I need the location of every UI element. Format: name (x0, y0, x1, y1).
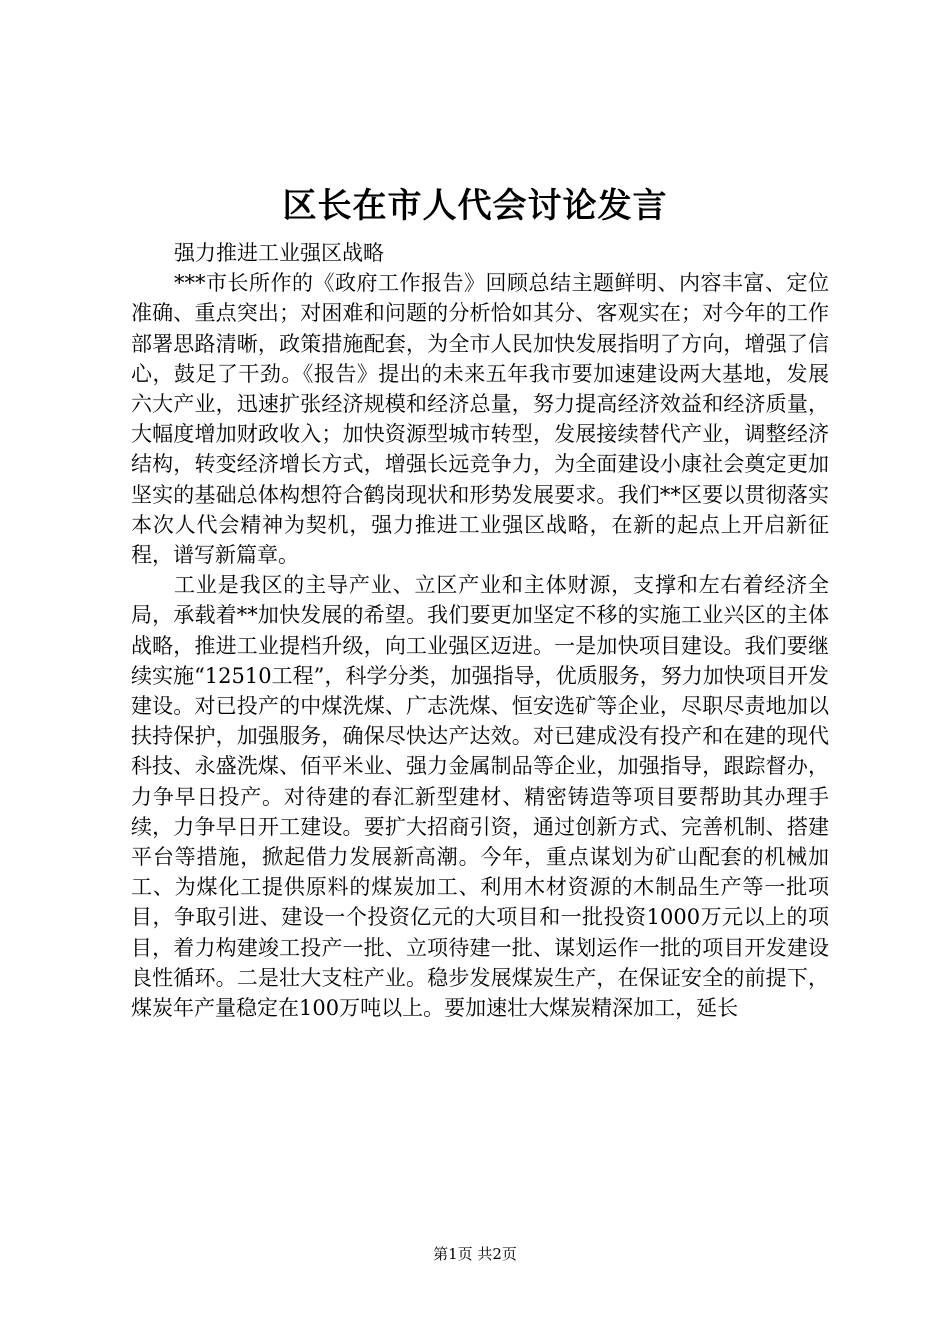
paragraph-1: ***市长所作的《政府工作报告》回顾总结主题鲜明、内容丰富、定位准确、重点突出；对困难和问题的分析恰如其分、客观实在；对今年的工作部署思路清晰，政策措施配套，为全市人民加快发展指明了方向，增强了信心，鼓足了干劲。《报告》提出的未来五年我市要加速建设两大基地，发展六大产业，迅速扩张经济规模和经济总量，努力提高经济效益和经济质量，大幅度增加财政收入；加快资源型城市转型，发展接续替代产业，调整经济结构，转变经济增长方式，增强长远竞争力，为全面建设小康社会奠定更加坚实的基础总体构想符合鹤岗现状和形势发展要求。我们**区要以贯彻落实本次人代会精神为契机，强力推进工业强区战略，在新的起点上开启新征程，谱写新篇章。 (131, 271, 829, 568)
document-body (131, 238, 829, 1023)
document-title: 区长在市人代会讨论发言 (282, 186, 668, 226)
document-subtitle: 强力推进工业强区战略 (174, 241, 384, 265)
page-number: 第1页 共2页 (433, 1245, 517, 1263)
paragraph-2: 工业是我区的主导产业、立区产业和主体财源，支撑和左右着经济全局，承载着**加快发展的希望。我们要更加坚定不移的实施工业兴区的主体战略，推进工业提档升级，向工业强区迈进。一是加快项目建设。我们要继续实施“12510工程”，科学分类，加强指导，优质服务，努力加快项目开发建设。对已投产的中煤洗煤、广志洗煤、恒安选矿等企业，尽职尽责地加以扶持保护，加强服务，确保尽快达产达效。对已建成没有投产和在建的现代科技、永盛洗煤、佰平米业、强力金属制品等企业，加强指导，跟踪督办，力争早日投产。对待建的春汇新型建材、精密铸造等项目要帮助其办理手续，力争早日开工建设。要扩大招商引资，通过创新方式、完善机制、搭建平台等措施，掀起借力发展新高潮。今年，重点谋划为矿山配套的机械加工、为煤化工提供原料的煤炭加工、利用木材资源的木制品生产等一批项目，争取引进、建设一个投资亿元的大项目和一批投资1000万元以上的项目，着力构建竣工投产一批、立项待建一批、谋划运作一批的项目开发建设良性循环。二是壮大支柱产业。稳步发展煤炭生产，在保证安全的前提下，煤炭年产量稳定在100万吨以上。要加速壮大煤炭精深加工，延长 (131, 573, 829, 1021)
